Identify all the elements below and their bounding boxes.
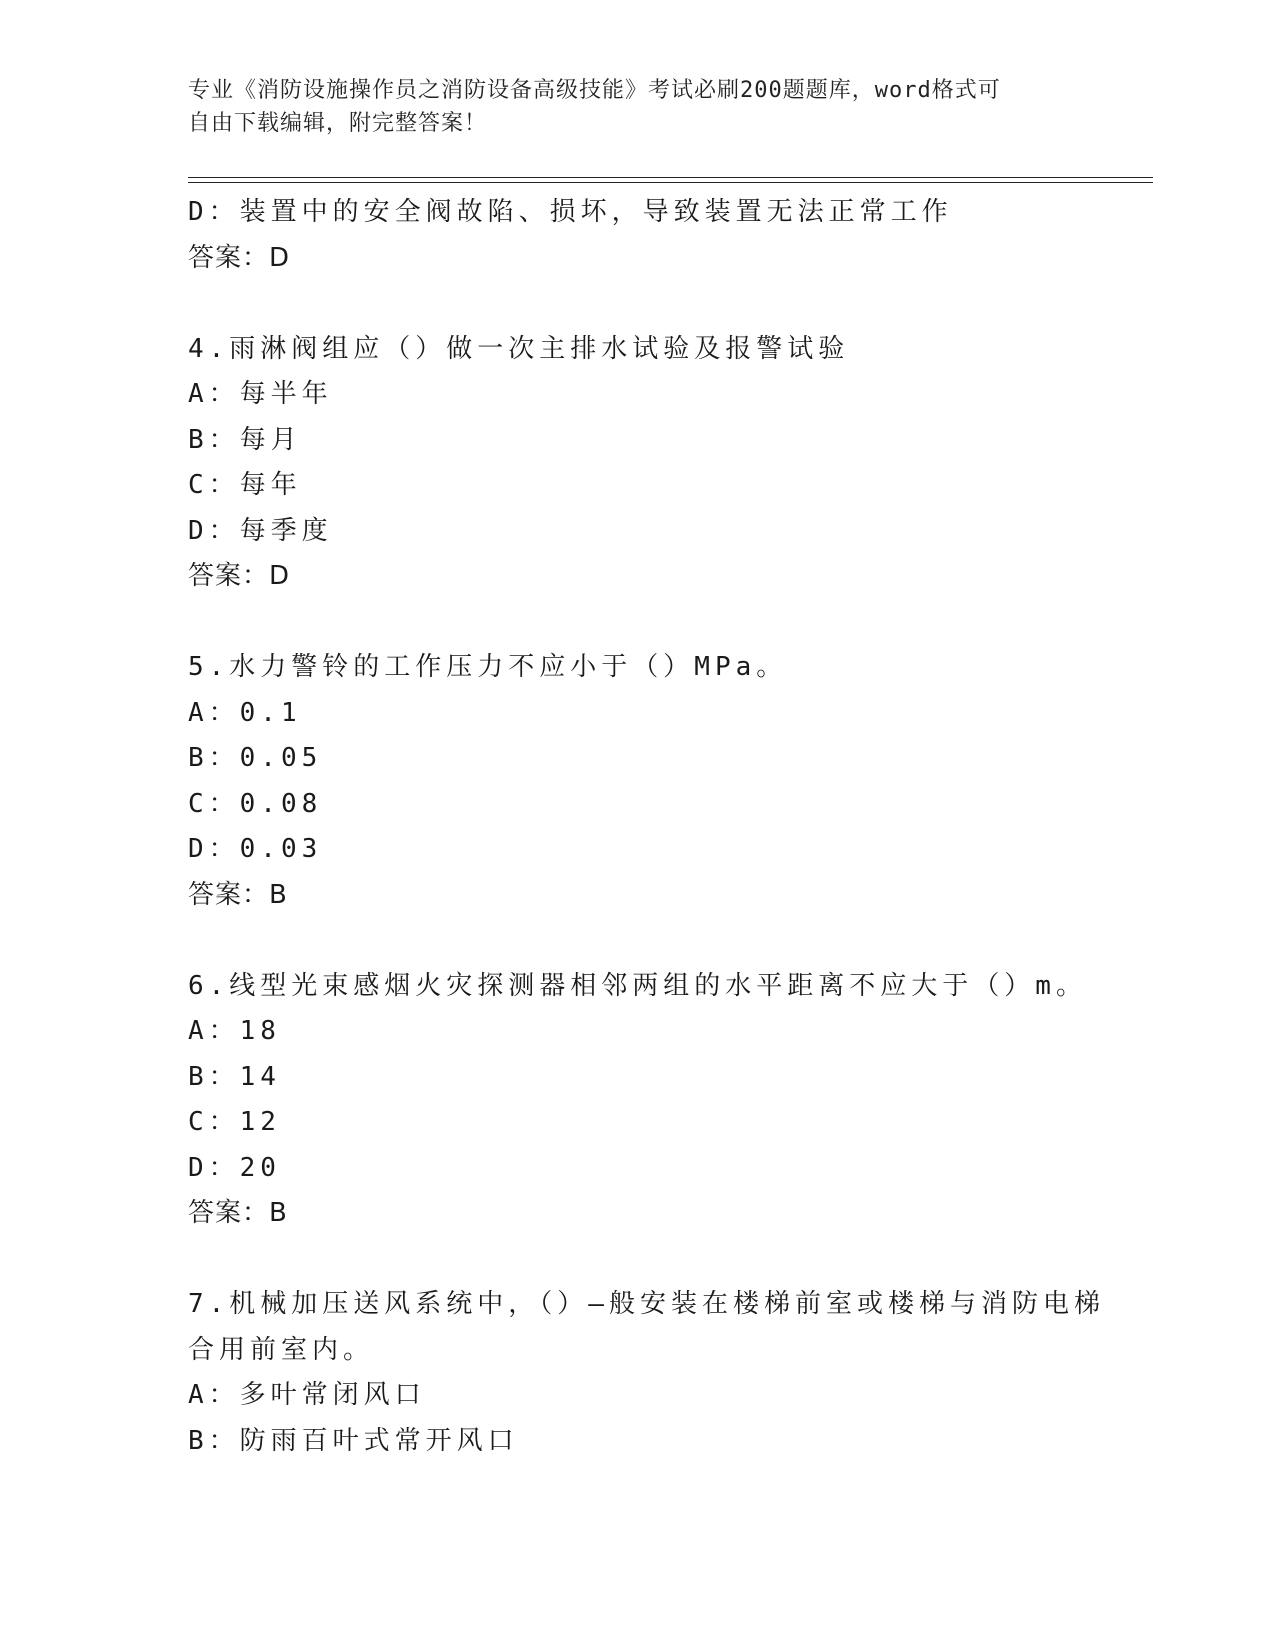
- question-6: [188, 964, 1088, 1237]
- option-a: A：18: [188, 1016, 281, 1046]
- header-line-1: 专业《消防设施操作员之消防设备高级技能》考试必刷200题题库，word格式可: [188, 78, 1001, 103]
- question-list: [188, 190, 1105, 1464]
- document-header: [188, 74, 1068, 140]
- spacer: [188, 600, 1088, 646]
- spacer: [188, 1237, 1088, 1283]
- header-line-2: 自由下载编辑，附完整答案！: [188, 111, 488, 136]
- option-a: A：0.1: [188, 697, 302, 728]
- option-b: B：防雨百叶式常开风口: [188, 1425, 519, 1456]
- option-c: C：每年: [188, 470, 302, 500]
- option-d: D：20: [188, 1152, 281, 1183]
- option-c: C：0.08: [188, 788, 323, 819]
- answer-line: 答案：B: [188, 879, 288, 910]
- option-a: A：每半年: [188, 379, 333, 409]
- spacer: [188, 281, 1088, 327]
- question-7: [188, 1282, 1105, 1464]
- question-4: [188, 327, 1088, 600]
- answer-line: 答案：B: [188, 1198, 288, 1228]
- question-stem-line-2: 合用前室内。: [188, 1334, 375, 1365]
- option-b: B：每月: [188, 424, 302, 455]
- option-b: B：0.05: [188, 743, 323, 773]
- answer-line: 答案：D: [188, 242, 291, 273]
- question-3-continued: [188, 190, 1088, 281]
- question-stem-line-1: 7.机械加压送风系统中，（）—般安装在楼梯前室或楼梯与消防电梯: [188, 1289, 1105, 1319]
- header-divider-bottom: [188, 182, 1153, 183]
- header-divider-top: [188, 177, 1153, 178]
- option-b: B：14: [188, 1061, 281, 1092]
- option-d: D：0.03: [188, 834, 323, 864]
- option-a: A：多叶常闭风口: [188, 1380, 426, 1410]
- question-5: [188, 645, 1088, 918]
- question-stem: 6.线型光束感烟火灾探测器相邻两组的水平距离不应大于（）m。: [188, 970, 1087, 1001]
- question-stem: 4.雨淋阀组应（）做一次主排水试验及报警试验: [188, 333, 850, 364]
- answer-line: 答案：D: [188, 561, 291, 591]
- spacer: [188, 918, 1088, 964]
- option-c: C：12: [188, 1107, 281, 1137]
- option-d: D：装置中的安全阀故陷、损坏，导致装置无法正常工作: [188, 197, 953, 227]
- question-stem: 5.水力警铃的工作压力不应小于（）MPa。: [188, 652, 788, 682]
- option-d: D：每季度: [188, 515, 333, 546]
